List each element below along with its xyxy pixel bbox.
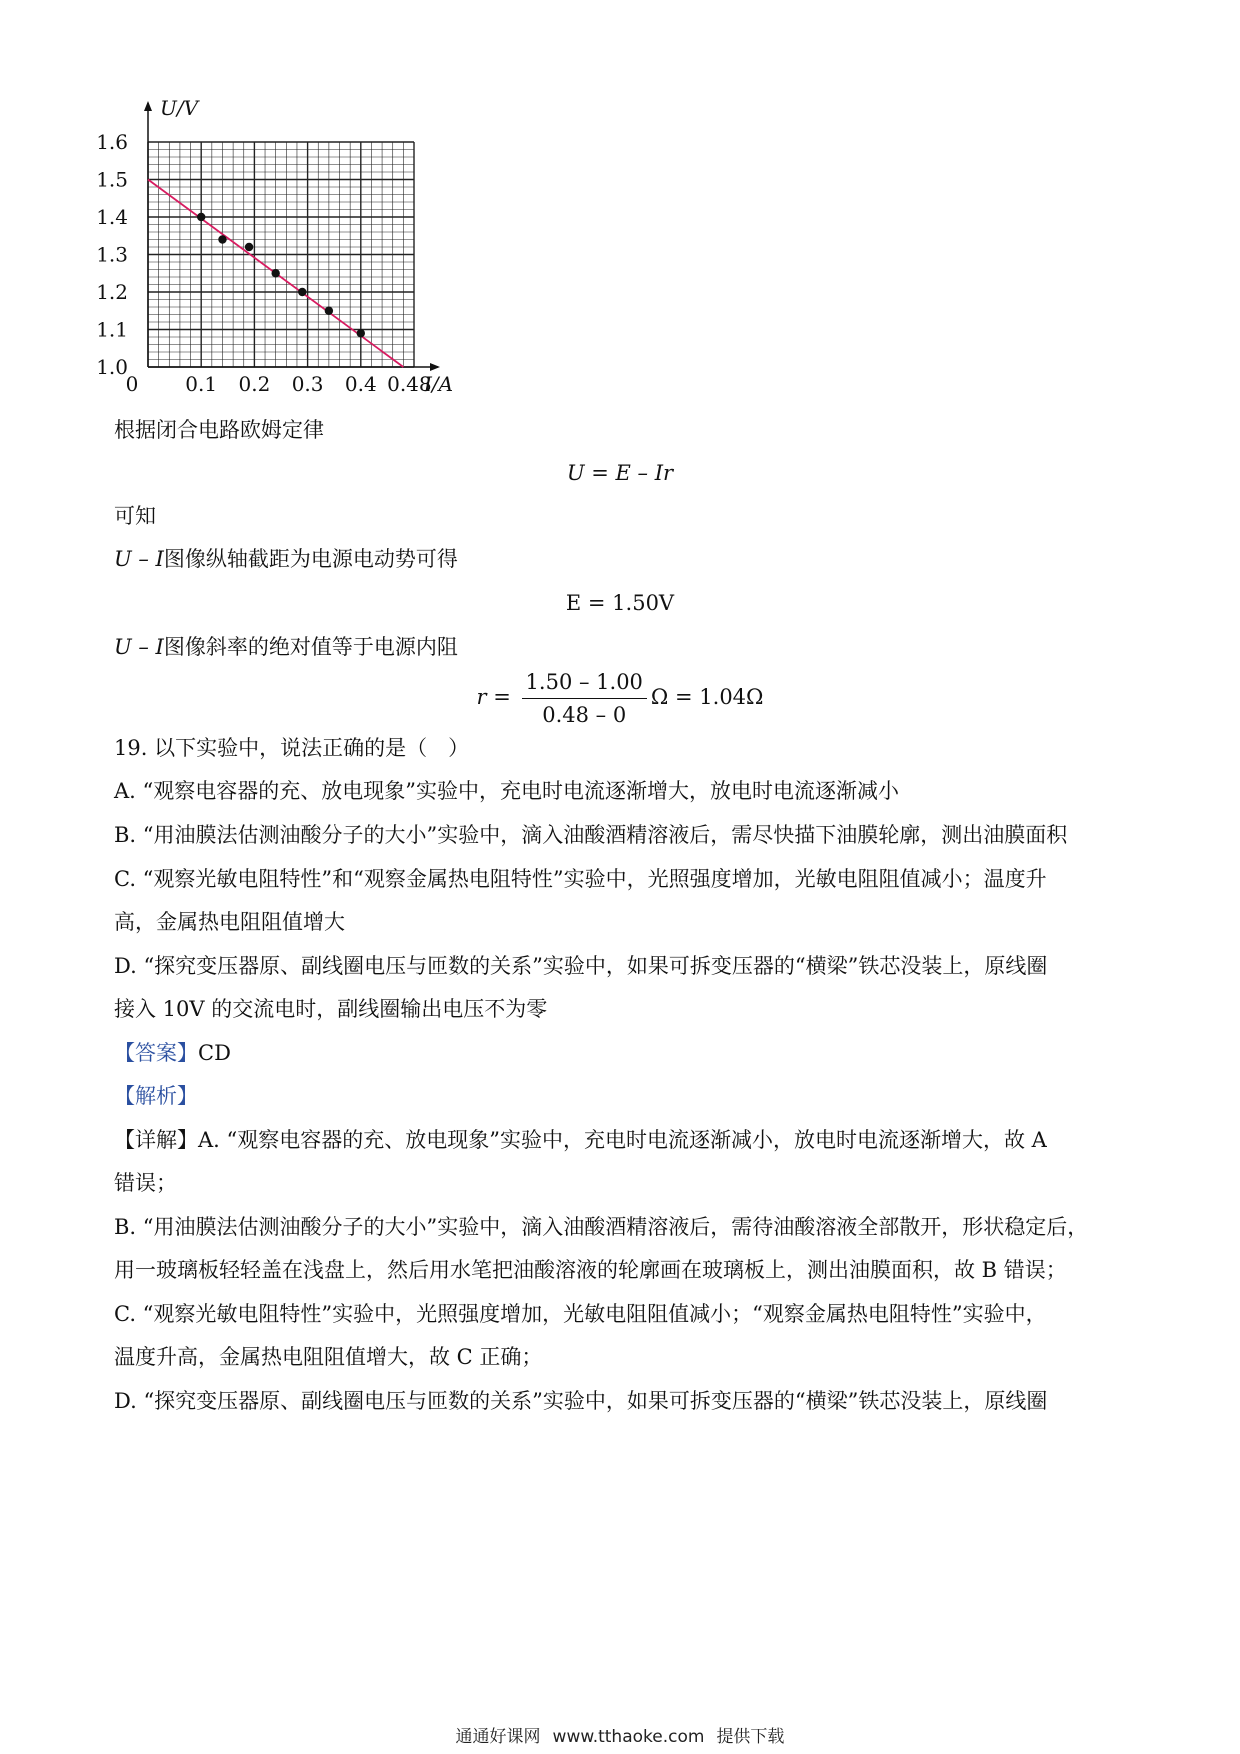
text-slope [114, 632, 458, 662]
y-tick-label: 1.0 [96, 355, 128, 379]
y-tick-label: 1.4 [96, 205, 128, 229]
u-i-graph [96, 95, 520, 440]
eq-r-lhs: r = [476, 685, 511, 709]
emf-value: E = 1.50V [565, 591, 675, 615]
option-d-line2: 接入 10V 的交流电时，副线圈输出电压不为零 [114, 997, 548, 1021]
question-19: 19. 以下实验中，说法正确的是（ ） [114, 736, 470, 760]
answer-line [114, 1038, 231, 1068]
data-point [325, 307, 333, 315]
analysis-line [114, 1081, 198, 1111]
chart-tick-labels [96, 96, 453, 396]
detail-a-line2: 错误； [114, 1171, 177, 1195]
detail-b-line1: B. “用油膜法估测油酸分子的大小”实验中，滴入油酸酒精溶液后，需待油酸溶液全部散开，形状稳定后， [114, 1215, 1089, 1239]
option-b: B. “用油膜法估测油酸分子的大小”实验中，滴入油酸酒精溶液后，需尽快描下油膜轮廓，测出油膜面积 [114, 823, 1068, 847]
equation-resistance [0, 668, 1240, 729]
x-axis-arrow [430, 363, 440, 371]
page-footer [0, 1722, 1240, 1747]
detail-c-line2: 温度升高，金属热电阻阻值增大，故 C 正确； [114, 1345, 543, 1369]
detail-tag: 【详解】 [114, 1128, 198, 1152]
data-point [357, 329, 365, 337]
y-tick-label: 1.2 [96, 280, 128, 304]
fraction-denominator: 0.48 – 0 [542, 703, 627, 727]
option-c-line2: 高，金属热电阻阻值增大 [114, 910, 345, 934]
eq-r-rhs: Ω = 1.04Ω [650, 685, 764, 709]
x-tick-label: 0.4 [344, 372, 377, 396]
y-axis-arrow [144, 101, 152, 111]
fraction [522, 668, 647, 729]
y-tick-label: 1.5 [96, 167, 128, 192]
y-axis-label: U/V [160, 96, 199, 120]
intercept-text: 图像纵轴截距为电源电动势可得 [163, 547, 458, 571]
answer-tag: 【答案】 [114, 1041, 198, 1065]
y-tick-label: 1.6 [96, 130, 128, 154]
x-tick-label: 0.3 [291, 372, 324, 396]
text-ke-zhi: 可知 [114, 504, 156, 528]
y-tick-label: 1.3 [96, 242, 128, 267]
slope-text: 图像斜率的绝对值等于电源内阻 [163, 635, 458, 659]
data-point [218, 235, 226, 243]
data-point [245, 243, 253, 251]
detail-a-text: A. “观察电容器的充、放电现象”实验中，充电时电流逐渐减小，放电时电流逐渐增大，故 A [198, 1128, 1047, 1152]
ui-var: U – I [114, 547, 164, 571]
detail-c-line1: C. “观察光敏电阻特性”实验中，光照强度增加，光敏电阻阻值减小；“观察金属热电阻特性”实验中， [114, 1302, 1047, 1326]
footer-site-name: 通通好课网 [455, 1727, 541, 1747]
x-axis-label: I/A [424, 372, 454, 396]
x-tick-label: 0.48 [387, 372, 432, 396]
chart-grid [148, 142, 414, 367]
option-d-line1: D. “探究变压器原、副线圈电压与匝数的关系”实验中，如果可拆变压器的“横梁”铁芯没装上，原线圈 [114, 954, 1048, 978]
detail-a-line1 [114, 1125, 1047, 1155]
x-tick-label: 0.2 [238, 372, 271, 396]
data-point [298, 288, 306, 296]
answer-value: CD [198, 1041, 231, 1065]
y-tick-label: 1.1 [96, 317, 128, 342]
data-point [197, 213, 205, 221]
text-ohm-law: 根据闭合电路欧姆定律 [114, 418, 324, 442]
ui-var-2: U – I [114, 635, 164, 659]
equation-emf [0, 588, 1240, 618]
option-c-line1: C. “观察光敏电阻特性”和“观察金属热电阻特性”实验中，光照强度增加，光敏电阻阻值减小；温度升 [114, 867, 1047, 891]
equation-u-e-ir: U = E – Ir [566, 461, 674, 485]
text-intercept [114, 544, 458, 574]
analysis-tag: 【解析】 [114, 1084, 198, 1108]
footer-url[interactable]: www.tthaoke.com [552, 1727, 705, 1747]
x-tick-label: 0 [125, 372, 139, 396]
detail-d-line1: D. “探究变压器原、副线圈电压与匝数的关系”实验中，如果可拆变压器的“横梁”铁芯没装上，原线圈 [114, 1389, 1048, 1413]
data-point [271, 269, 279, 277]
footer-download: 提供下载 [716, 1727, 785, 1747]
option-a: A. “观察电容器的充、放电现象”实验中，充电时电流逐渐增大，放电时电流逐渐减小 [114, 779, 899, 803]
fraction-numerator: 1.50 – 1.00 [522, 668, 647, 699]
detail-b-line2: 用一玻璃板轻轻盖在浅盘上，然后用水笔把油酸溶液的轮廓画在玻璃板上，测出油膜面积，故 B 错误； [114, 1258, 1067, 1282]
x-tick-label: 0.1 [185, 372, 218, 396]
